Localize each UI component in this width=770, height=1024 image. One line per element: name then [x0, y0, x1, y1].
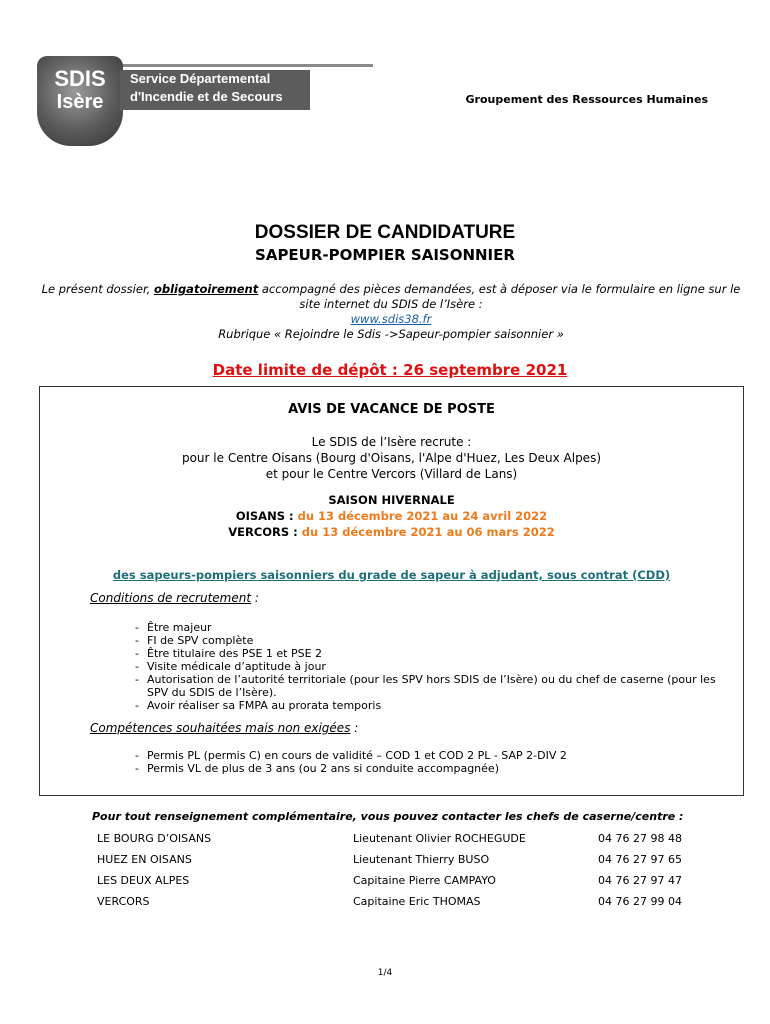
list-item: - Avoir réaliser sa FMPA au prorata temporis	[135, 699, 382, 712]
conditions-title: Conditions de recrutement	[90, 591, 252, 605]
list-item: - Visite médicale d’aptitude à jour	[135, 660, 326, 673]
conditions-list	[135, 621, 740, 712]
grade-heading: des sapeurs-pompiers saisonniers du grade de sapeur à adjudant, sous contrat (CDD)	[112, 568, 671, 582]
season-block	[39, 492, 744, 540]
chef-cell: Lieutenant Olivier ROCHEGUDE	[353, 832, 526, 845]
intro-paragraph	[40, 282, 742, 342]
condition-text: Être majeur	[147, 621, 212, 634]
website-link[interactable]: www.sdis38.fr	[350, 312, 432, 326]
logo-badge-isere: Isère	[56, 91, 104, 113]
season-title: SAISON HIVERNALE	[328, 493, 455, 507]
oisans-dates-line	[39, 508, 744, 524]
list-item: - Permis VL de plus de 3 ans (ou 2 ans si conduite accompagnée)	[135, 762, 499, 775]
competences-suffix: :	[350, 721, 359, 735]
recruitment-line2: pour le Centre Oisans (Bourg d'Oisans, l'Alpe d'Huez, Les Deux Alpes)	[181, 451, 602, 465]
logo-rule	[120, 64, 373, 67]
phone-cell: 04 76 27 97 65	[598, 853, 682, 866]
condition-text: Avoir réaliser sa FMPA au prorata temporis	[147, 699, 382, 712]
competences-list	[135, 749, 740, 775]
conditions-heading	[90, 591, 259, 605]
deadline: Date limite de dépôt : 26 septembre 2021	[212, 361, 568, 379]
vacancy-title: AVIS DE VACANCE DE POSTE	[288, 402, 495, 417]
vercors-dates: du 13 décembre 2021 au 06 mars 2022	[297, 525, 555, 539]
chef-cell: Capitaine Pierre CAMPAYO	[353, 874, 496, 887]
oisans-label: OISANS :	[235, 509, 294, 523]
condition-text: Autorisation de l’autorité territoriale (pour les SPV hors SDIS de l’Isère) ou du chef de caserne (pour les SPV du SDIS de l’Isère).	[147, 673, 716, 699]
condition-text: Visite médicale d’aptitude à jour	[147, 660, 326, 673]
logo-name-band	[120, 70, 310, 110]
oisans-dates: du 13 décembre 2021 au 24 avril 2022	[293, 509, 548, 523]
list-item: - FI de SPV complète	[135, 634, 254, 647]
chef-cell: Capitaine Eric THOMAS	[353, 895, 481, 908]
phone-cell: 04 76 27 97 47	[598, 874, 682, 887]
table-row	[97, 849, 717, 870]
document-title: DOSSIER DE CANDIDATURE	[254, 222, 516, 243]
recruitment-line1: Le SDIS de l’Isère recrute :	[311, 435, 472, 449]
logo-badge-sdis: SDIS	[54, 66, 106, 91]
intro-part1: Le présent dossier,	[41, 282, 154, 296]
centre-cell: HUEZ EN OISANS	[97, 853, 192, 866]
list-item: - Être majeur	[135, 621, 212, 634]
recruitment-line3: et pour le Centre Vercors (Villard de Lans)	[265, 467, 518, 481]
vercors-label: VERCORS :	[228, 525, 298, 539]
intro-rubrique: Rubrique « Rejoindre le Sdis ->Sapeur-pompier saisonnier »	[218, 327, 564, 341]
table-row	[97, 828, 717, 849]
logo-name-line1: Service Départemental	[130, 71, 271, 86]
contact-heading: Pour tout renseignement complémentaire, vous pouvez contacter les chefs de caserne/centre :	[92, 810, 684, 823]
competence-text: Permis VL de plus de 3 ans (ou 2 ans si conduite accompagnée)	[147, 762, 499, 775]
list-item: - Être titulaire des PSE 1 et PSE 2	[135, 647, 323, 660]
centre-cell: LE BOURG D’OISANS	[97, 832, 212, 845]
list-item: - Permis PL (permis C) en cours de validité – COD 1 et COD 2 PL - SAP 2-DIV 2	[135, 749, 567, 762]
phone-cell: 04 76 27 99 04	[598, 895, 682, 908]
sdis-logo-badge	[37, 56, 123, 146]
competences-title: Compétences souhaitées mais non exigées	[90, 721, 351, 735]
intro-part2: accompagné des pièces demandées, est à déposer via le formulaire en ligne sur le site internet du SDIS de l’Isère :	[258, 282, 741, 311]
condition-text: Être titulaire des PSE 1 et PSE 2	[147, 647, 323, 660]
list-item: - Autorisation de l’autorité territoriale (pour les SPV hors SDIS de l’Isère) ou du chef de caserne (pour les SPV du SDIS de l’Isère).	[135, 673, 716, 699]
table-row	[97, 891, 717, 912]
chef-cell: Lieutenant Thierry BUSO	[353, 853, 490, 866]
centre-cell: VERCORS	[97, 895, 150, 908]
page-number: 1/4	[377, 968, 393, 978]
competence-text: Permis PL (permis C) en cours de validité – COD 1 et COD 2 PL - SAP 2-DIV 2	[147, 749, 567, 762]
logo-name-line2: d'Incendie et de Secours	[130, 89, 283, 104]
conditions-suffix: :	[251, 591, 259, 605]
condition-text: FI de SPV complète	[147, 634, 254, 647]
recruitment-text	[39, 434, 744, 482]
department-name: Groupement des Ressources Humaines	[465, 93, 708, 106]
contacts-table	[97, 828, 717, 912]
vercors-dates-line	[39, 524, 744, 540]
phone-cell: 04 76 27 98 48	[598, 832, 682, 845]
intro-emphasis: obligatoirement	[153, 282, 259, 296]
table-row	[97, 870, 717, 891]
centre-cell: LES DEUX ALPES	[97, 874, 190, 887]
document-subtitle: SAPEUR-POMPIER SAISONNIER	[255, 246, 515, 264]
competences-heading	[90, 721, 358, 735]
